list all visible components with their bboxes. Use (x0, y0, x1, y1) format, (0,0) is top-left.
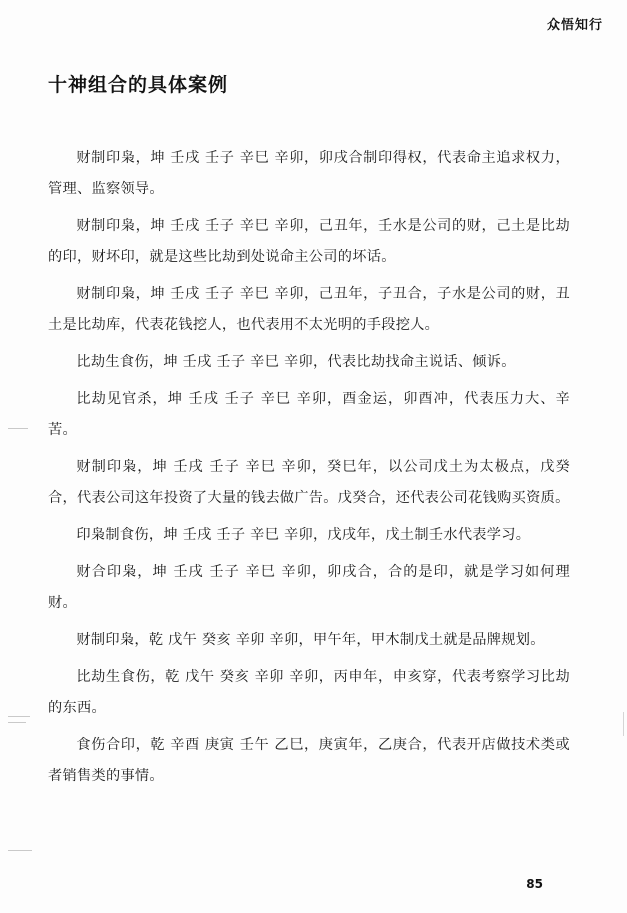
page-number: 85 (526, 877, 543, 891)
paragraph: 印枭制食伤，坤 壬戌 壬子 辛巳 辛卯，戊戌年，戊土制壬水代表学习。 (76, 527, 531, 543)
paragraph: 财制印枭，坤 壬戌 壬子 辛巳 辛卯，己丑年，子丑合，子水是公司的财，丑土是比劫库，代表花钱挖人，也代表用不太光明的手段挖人。 (48, 286, 570, 333)
running-header: 众悟知行 (546, 18, 603, 33)
scan-edge-mark (8, 716, 30, 717)
paragraph: 食伤合印，乾 辛酉 庚寅 壬午 乙巳，庚寅年，乙庚合，代表开店做技术类或者销售类的事情。 (48, 737, 570, 784)
scan-edge-mark (8, 428, 28, 429)
section-title: 十神组合的具体案例 (48, 74, 229, 96)
paragraph: 比劫生食伤，坤 壬戌 壬子 辛巳 辛卯，代表比劫找命主说话、倾诉。 (76, 354, 516, 370)
paragraph: 财制印枭，乾 戊午 癸亥 辛卯 辛卯，甲午年，甲木制戊土就是品牌规划。 (76, 632, 545, 648)
paragraph: 财合印枭，坤 壬戌 壬子 辛巳 辛卯，卯戌合，合的是印，就是学习如何理财。 (48, 564, 570, 611)
body-text (48, 143, 570, 798)
paragraph: 财制印枭，坤 壬戌 壬子 辛巳 辛卯，己丑年，壬水是公司的财，己土是比劫的印，财坏印，就是这些比劫到处说命主公司的坏话。 (48, 218, 570, 265)
paragraph: 比劫生食伤，乾 戊午 癸亥 辛卯 辛卯，丙申年，申亥穿，代表考察学习比劫的东西。 (48, 669, 570, 716)
scan-edge-mark (8, 722, 26, 723)
scan-edge-mark (8, 850, 32, 851)
paragraph: 财制印枭，坤 壬戌 壬子 辛巳 辛卯，卯戌合制印得权，代表命主追求权力，管理、监察领导。 (48, 150, 570, 197)
paragraph: 比劫见官杀，坤 壬戌 壬子 辛巳 辛卯，酉金运，卯酉冲，代表压力大、辛苦。 (48, 391, 570, 438)
scan-edge-mark (623, 712, 624, 736)
paragraph: 财制印枭，坤 壬戌 壬子 辛巳 辛卯，癸巳年，以公司戊土为太极点，戊癸合，代表公司这年投资了大量的钱去做广告。戊癸合，还代表公司花钱购买资质。 (48, 459, 570, 506)
